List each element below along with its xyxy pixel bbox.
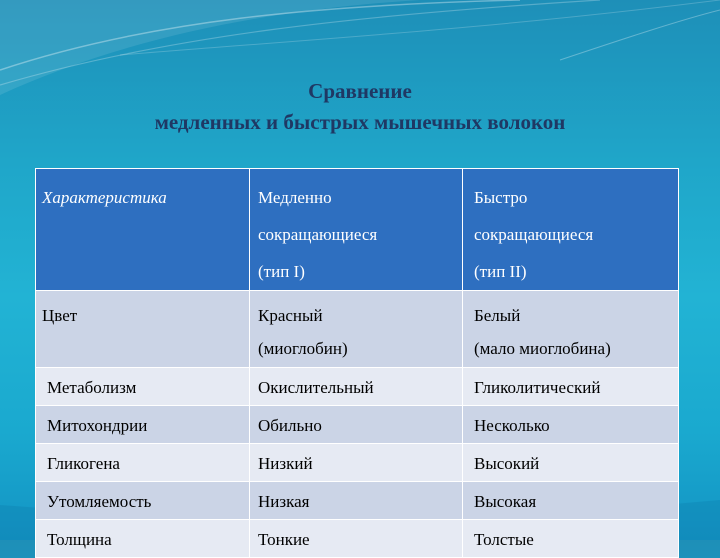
cell-fast-line2: (мало миоглобина) [474, 339, 611, 358]
header-fast [463, 169, 679, 291]
cell-fast: Гликолитический [463, 368, 679, 406]
table-row [36, 368, 679, 406]
cell-slow-line2: (миоглобин) [258, 339, 348, 358]
table-row [36, 520, 679, 558]
table-row-color [36, 291, 679, 368]
header-slow-line2: сокращающиеся [258, 225, 378, 244]
header-characteristic [36, 169, 250, 291]
header-fast-line1: Быстро [474, 188, 528, 207]
header-fast-line3: (тип II) [474, 262, 527, 281]
header-slow-line3: (тип I) [258, 262, 305, 281]
table-header-row [36, 169, 679, 291]
cell-fast: Высокая [463, 482, 679, 520]
row-label: Гликогена [36, 444, 250, 482]
cell-slow: Обильно [250, 406, 463, 444]
comparison-table [35, 168, 679, 558]
row-label: Цвет [36, 291, 250, 368]
cell-fast [463, 291, 679, 368]
cell-fast-line1: Белый [474, 306, 521, 325]
table-row [36, 406, 679, 444]
cell-fast: Высокий [463, 444, 679, 482]
title-line-2: медленных и быстрых мышечных волокон [154, 110, 566, 134]
cell-slow: Низкий [250, 444, 463, 482]
cell-slow-line1: Красный [258, 306, 323, 325]
cell-slow: Окислительный [250, 368, 463, 406]
row-label: Митохондрии [36, 406, 250, 444]
cell-slow: Тонкие [250, 520, 463, 558]
header-fast-line2: сокращающиеся [474, 225, 594, 244]
cell-slow [250, 291, 463, 368]
slide-title [0, 76, 720, 138]
cell-slow: Низкая [250, 482, 463, 520]
row-label: Толщина [36, 520, 250, 558]
header-slow [250, 169, 463, 291]
table-row [36, 444, 679, 482]
header-slow-line1: Медленно [258, 188, 332, 207]
cell-fast: Толстые [463, 520, 679, 558]
row-label: Утомляемость [36, 482, 250, 520]
table-row [36, 482, 679, 520]
row-label: Метаболизм [36, 368, 250, 406]
header-col1-text: Характеристика [42, 188, 167, 207]
cell-fast: Несколько [463, 406, 679, 444]
title-line-1: Сравнение [308, 79, 412, 103]
